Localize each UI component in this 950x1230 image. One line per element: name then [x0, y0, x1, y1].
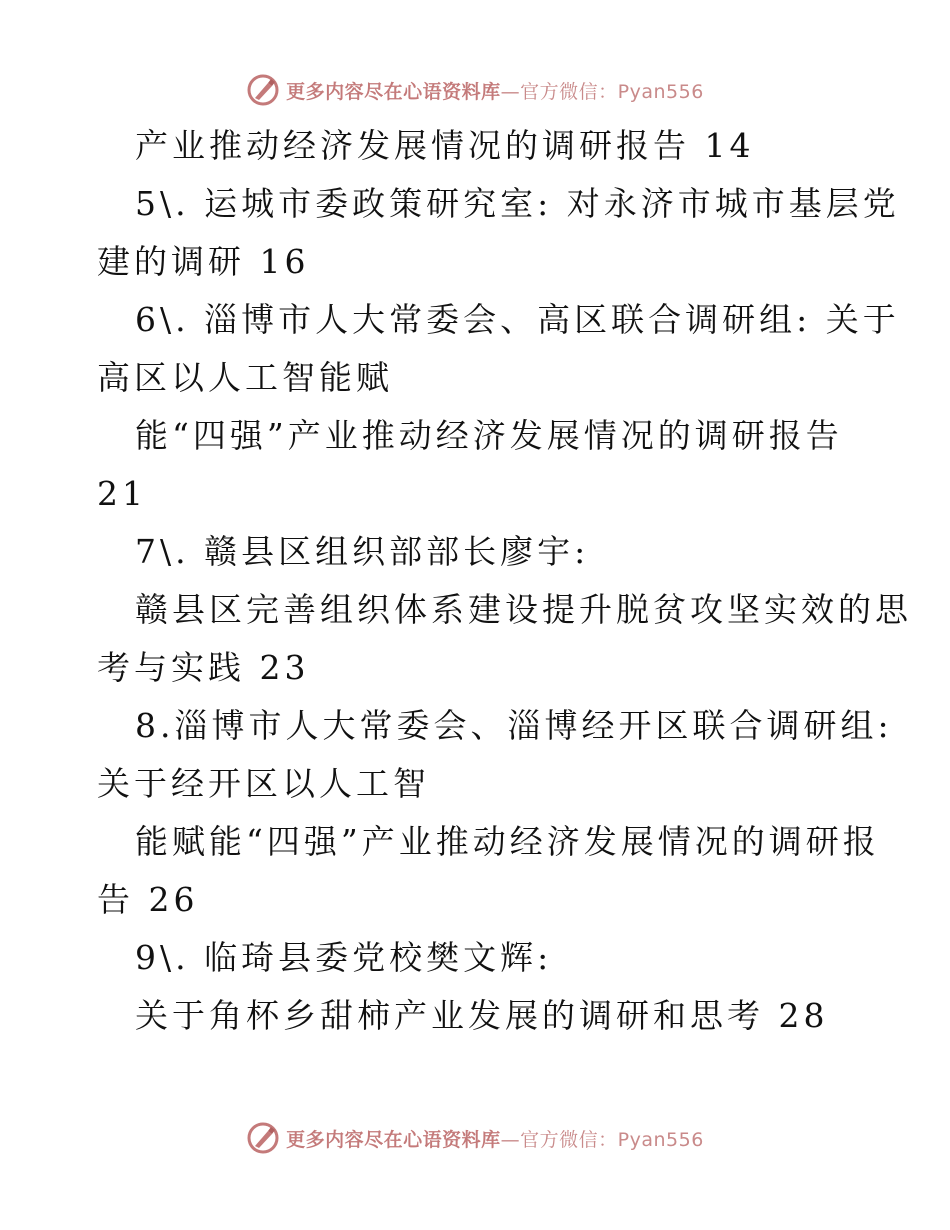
toc-line-2: 5\. 运城市委政策研究室: 对永济市城市基层党	[135, 184, 900, 223]
footer-banner	[0, 1118, 950, 1158]
toc-line-8: 7\. 赣县区组织部部长廖宇:	[135, 532, 590, 571]
toc-line-3: 建的调研 16	[97, 242, 310, 281]
toc-line-4: 6\. 淄博市人大常委会、高区联合调研组: 关于	[135, 300, 900, 339]
toc-line-7: 21	[97, 474, 147, 513]
footer-banner-inner	[246, 1121, 704, 1155]
pen-logo-icon	[246, 73, 280, 107]
toc-line-15: 9\. 临琦县委党校樊文辉:	[135, 938, 553, 977]
toc-line-5: 高区以人工智能赋	[97, 358, 393, 397]
toc-line-13: 能赋能“四强”产业推动经济发展情况的调研报	[135, 822, 880, 861]
footer-banner-text	[286, 1125, 704, 1152]
toc-line-9: 赣县区完善组织体系建设提升脱贫攻坚实效的思	[135, 590, 912, 629]
header-banner-inner	[246, 73, 704, 107]
footer-banner-main-text: 更多内容尽在心语资料库	[286, 1128, 501, 1151]
header-banner-text	[286, 77, 704, 104]
header-banner-contact-text: —官方微信：Pyan556	[500, 80, 704, 103]
toc-line-11: 8.淄博市人大常委会、淄博经开区联合调研组:	[135, 706, 893, 745]
header-banner-main-text: 更多内容尽在心语资料库	[286, 80, 501, 103]
footer-banner-contact-text: —官方微信：Pyan556	[500, 1128, 704, 1151]
header-banner	[0, 70, 950, 110]
pen-logo-icon	[246, 1121, 280, 1155]
toc-line-14: 告 26	[97, 880, 199, 919]
toc-line-12: 关于经开区以人工智	[97, 764, 430, 803]
toc-line-10: 考与实践 23	[97, 648, 310, 687]
toc-line-1: 产业推动经济发展情况的调研报告 14	[135, 126, 755, 165]
toc-line-16: 关于角杯乡甜柿产业发展的调研和思考 28	[135, 996, 829, 1035]
toc-line-6: 能“四强”产业推动经济发展情况的调研报告	[135, 416, 843, 455]
